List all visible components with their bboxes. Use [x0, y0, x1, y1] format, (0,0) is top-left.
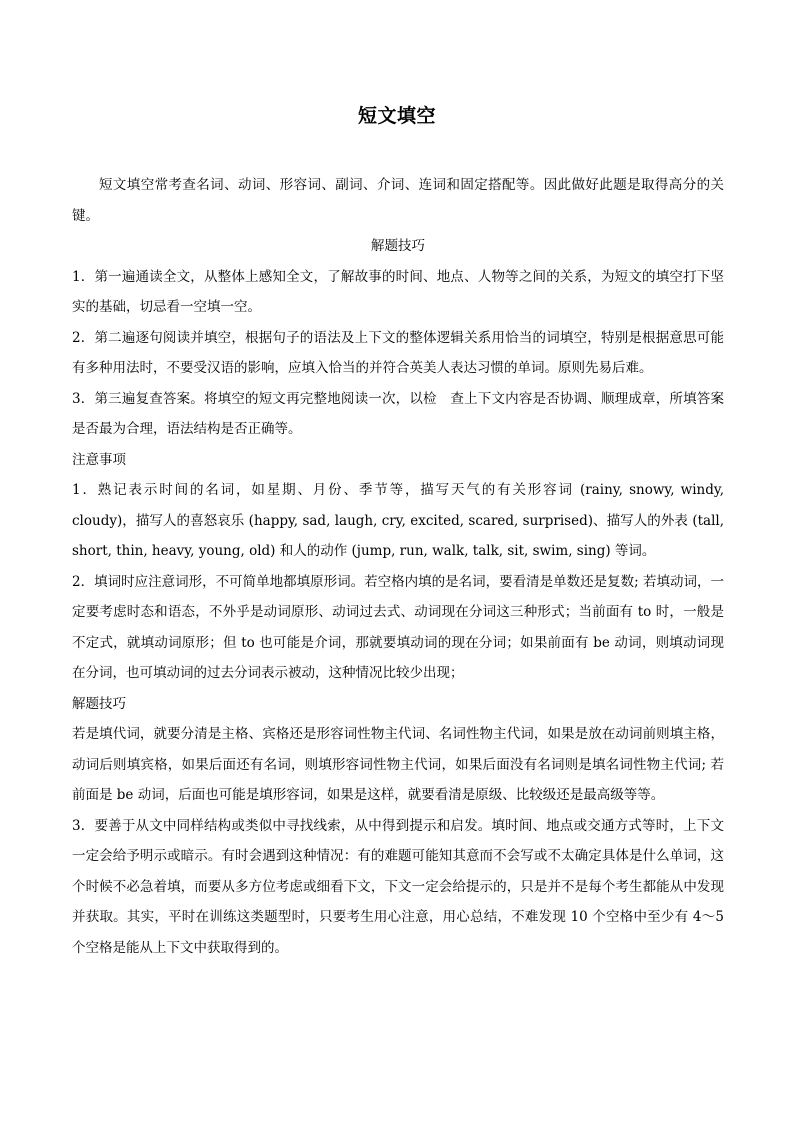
note-item-1: 1．熟记表示时间的名词，如星期、月份、季节等，描写天气的有关形容词 (rainy, snowy, windy, cloudy)，描写人的喜怒哀乐 (happy, sad, laugh, cry, excited, scared, surprised)、描写人的外表 (tall, short, thin, heavy, young, old) 和人的动作 (jump, run, walk, talk, sit, swim, sing) 等词。 [72, 482, 724, 559]
intro-paragraph: 短文填空常考查名词、动词、形容词、副词、介词、连词和固定搭配等。因此做好此题是取得高分的关键。 [72, 177, 724, 224]
tip-item-2: 2．第二遍逐句阅读并填空，根据句子的语法及上下文的整体逻辑关系用恰当的词填空，特别是根据意思可能有多种用法时，不要受汉语的影响，应填入恰当的并符合英美人表达习惯的单词。原则先易后难。 [72, 329, 724, 376]
section-heading-tips: 解题技巧 [371, 238, 425, 254]
pronoun-paragraph: 若是填代词，就要分清是主格、宾格还是形容词性物主代词、名词性物主代词，如果是放在动词前则填主格，动词后则填宾格，如果后面还有名词，则填形容词性物主代词，如果后面没有名词则是填名词性物主代词; 若前面是 be 动词，后面也可能是填形容词，如果是这样，就要看清是原级、比较级还是最高级等等。 [72, 726, 724, 803]
tip-item-3: 3．第三遍复查答案。将填空的短文再完整地阅读一次，以检 查上下文内容是否协调、顺理成章，所填答案是否最为合理，语法结构是否正确等。 [72, 390, 724, 437]
document-title: 短文填空 [357, 105, 436, 127]
section-heading-tips-2: 解题技巧 [72, 695, 126, 712]
section-heading-notes: 注意事项 [72, 451, 126, 468]
note-item-2: 2．填词时应注意词形，不可简单地都填原形词。若空格内填的是名词，要看清是单数还是复数; 若填动词，一定要考虑时态和语态，不外乎是动词原形、动词过去式、动词现在分词这三种形式；当前面有 to 时，一般是不定式，就填动词原形；但 to 也可能是介词，那就要填动词的现在分词；如果前面有 be 动词，则填动词现在分词，也可填动词的过去分词表示被动，这种情况比较少出现； [72, 573, 724, 681]
tip-item-1: 1．第一遍通读全文，从整体上感知全文，了解故事的时间、地点、人物等之间的关系，为短文的填空打下坚实的基础，切忌看一空填一空。 [72, 268, 724, 315]
note-item-3: 3．要善于从文中同样结构或类似中寻找线索，从中得到提示和启发。填时间、地点或交通方式等时，上下文一定会给予明示或暗示。有时会遇到这种情况：有的难题可能知其意而不会写或不太确定具体是什么单词，这个时候不必急着填，而要从多方位考虑或细看下文，下文一定会给提示的，只是并不是每个考生都能从中发现并获取。其实，平时在训练这类题型时，只要考生用心注意，用心总结，不难发现 10 个空格中至少有 4～5 个空格是能从上下文中获取得到的。 [72, 817, 724, 956]
document-body [72, 170, 724, 963]
